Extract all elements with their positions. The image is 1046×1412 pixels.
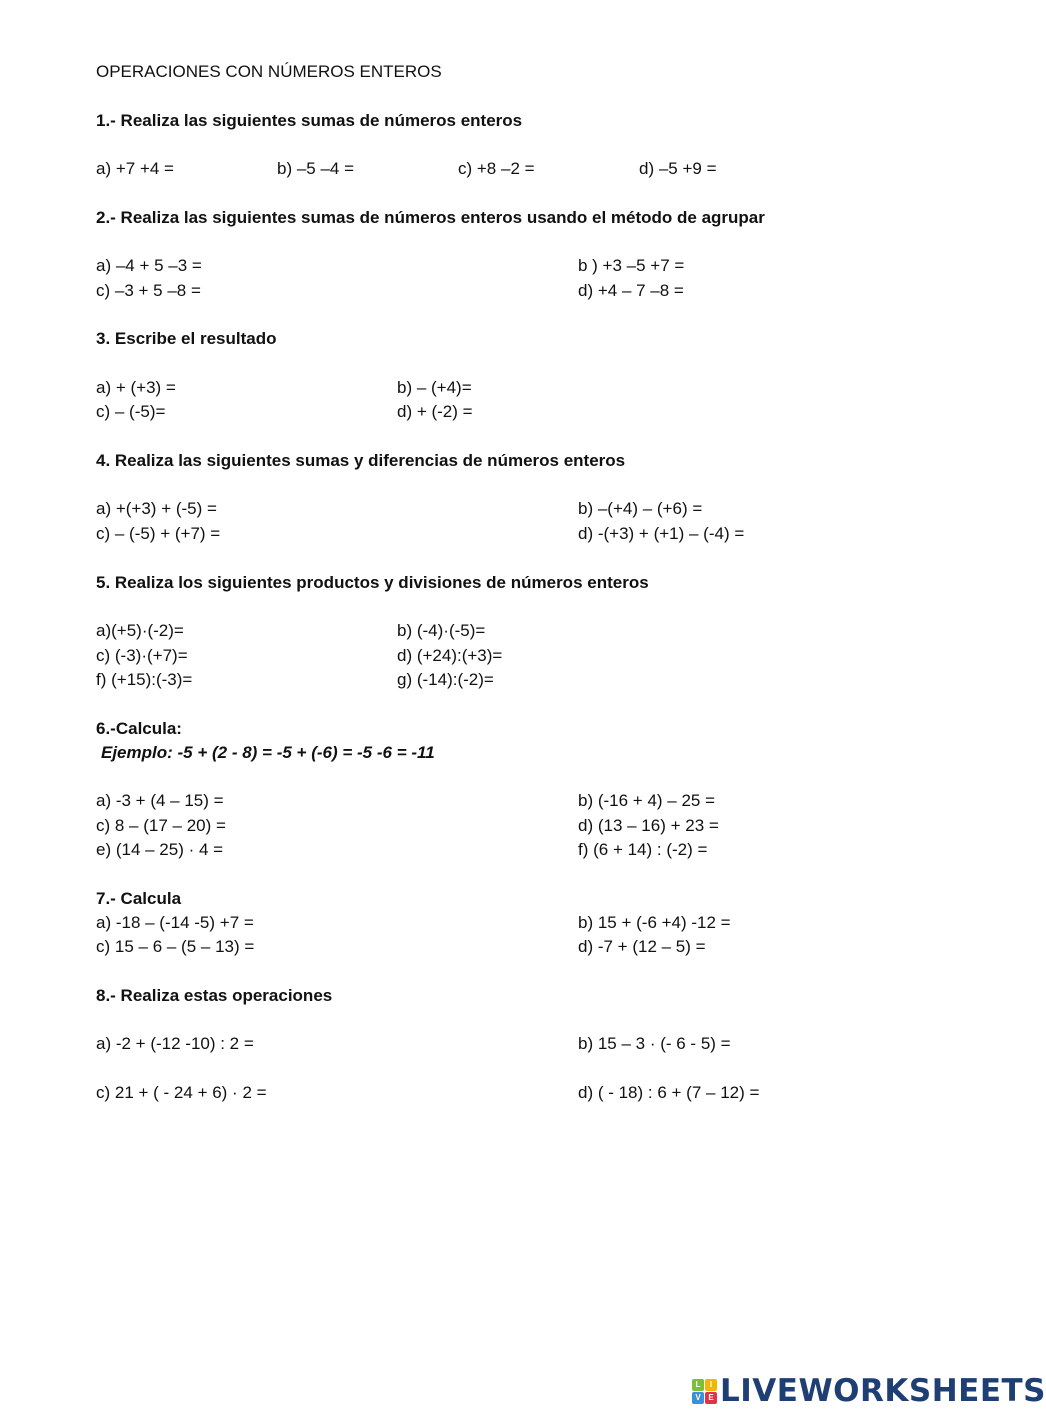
exercise-1d: d) –5 +9 = — [639, 159, 717, 178]
exercise-3d: d) + (-2) = — [397, 402, 473, 421]
exercise-8a: a) -2 + (-12 -10) : 2 = — [96, 1034, 254, 1053]
tile-i: I — [705, 1379, 717, 1391]
section-4-heading: 4. Realiza las siguientes sumas y diferencias de números enteros — [96, 451, 626, 470]
exercise-5g: g) (-14):(-2)= — [397, 670, 494, 689]
section-8-heading: 8.- Realiza estas operaciones — [96, 986, 333, 1005]
exercise-3b: b) – (+4)= — [397, 378, 472, 397]
exercise-3c: c) – (-5)= — [96, 402, 166, 421]
liveworksheets-logo — [692, 1373, 1046, 1409]
exercise-2a: a) –4 + 5 –3 = — [96, 256, 202, 275]
section-7-heading: 7.- Calcula — [96, 889, 182, 908]
section-1-heading: 1.- Realiza las siguientes sumas de números enteros — [96, 111, 523, 130]
exercise-4a: a) +(+3) + (-5) = — [96, 499, 217, 518]
exercise-6e: e) (14 – 25) · 4 = — [96, 840, 224, 859]
exercise-4b: b) –(+4) – (+6) = — [578, 499, 703, 518]
exercise-4d: d) -(+3) + (+1) – (-4) = — [578, 524, 745, 543]
exercise-6c: c) 8 – (17 – 20) = — [96, 816, 226, 835]
exercise-2c: c) –3 + 5 –8 = — [96, 281, 201, 300]
section-2-heading: 2.- Realiza las siguientes sumas de números enteros usando el método de agrupar — [96, 208, 765, 227]
exercise-5d: d) (+24):(+3)= — [397, 646, 503, 665]
exercise-7a: a) -18 – (-14 -5) +7 = — [96, 913, 254, 932]
exercise-5f: f) (+15):(-3)= — [96, 670, 193, 689]
exercise-6a: a) -3 + (4 – 15) = — [96, 791, 224, 810]
section-6-example: Ejemplo: -5 + (2 - 8) = -5 + (-6) = -5 -6 = -11 — [101, 743, 435, 762]
exercise-6b: b) (-16 + 4) – 25 = — [578, 791, 716, 810]
section-3-heading: 3. Escribe el resultado — [96, 329, 277, 348]
exercise-3a: a) + (+3) = — [96, 378, 176, 397]
section-5-heading: 5. Realiza los siguientes productos y divisiones de números enteros — [96, 573, 649, 592]
exercise-6f: f) (6 + 14) : (-2) = — [578, 840, 708, 859]
exercise-5a: a)(+5)·(-2)= — [96, 621, 184, 640]
exercise-8b: b) 15 – 3 · (- 6 - 5) = — [578, 1034, 731, 1053]
exercise-6d: d) (13 – 16) + 23 = — [578, 816, 719, 835]
exercise-1c: c) +8 –2 = — [458, 159, 535, 178]
exercise-2b: b ) +3 –5 +7 = — [578, 256, 685, 275]
exercise-8d: d) ( - 18) : 6 + (7 – 12) = — [578, 1083, 760, 1102]
exercise-2d: d) +4 – 7 –8 = — [578, 281, 684, 300]
tile-v: V — [692, 1392, 704, 1404]
exercise-7b: b) 15 + (-6 +4) -12 = — [578, 913, 731, 932]
exercise-8c: c) 21 + ( - 24 + 6) · 2 = — [96, 1083, 267, 1102]
exercise-1b: b) –5 –4 = — [277, 159, 355, 178]
tile-l: L — [692, 1379, 704, 1391]
exercise-1a: a) +7 +4 = — [96, 159, 174, 178]
exercise-7c: c) 15 – 6 – (5 – 13) = — [96, 937, 255, 956]
exercise-7d: d) -7 + (12 – 5) = — [578, 937, 706, 956]
section-6-heading: 6.-Calcula: — [96, 719, 182, 738]
exercise-5c: c) (-3)·(+7)= — [96, 646, 188, 665]
tile-e: E — [705, 1392, 717, 1404]
exercise-4c: c) – (-5) + (+7) = — [96, 524, 221, 543]
exercise-5b: b) (-4)·(-5)= — [397, 621, 486, 640]
live-tiles-icon — [692, 1379, 717, 1404]
page-title: OPERACIONES CON NÚMEROS ENTEROS — [96, 62, 442, 81]
logo-text: LIVEWORKSHEETS — [720, 1373, 1046, 1409]
